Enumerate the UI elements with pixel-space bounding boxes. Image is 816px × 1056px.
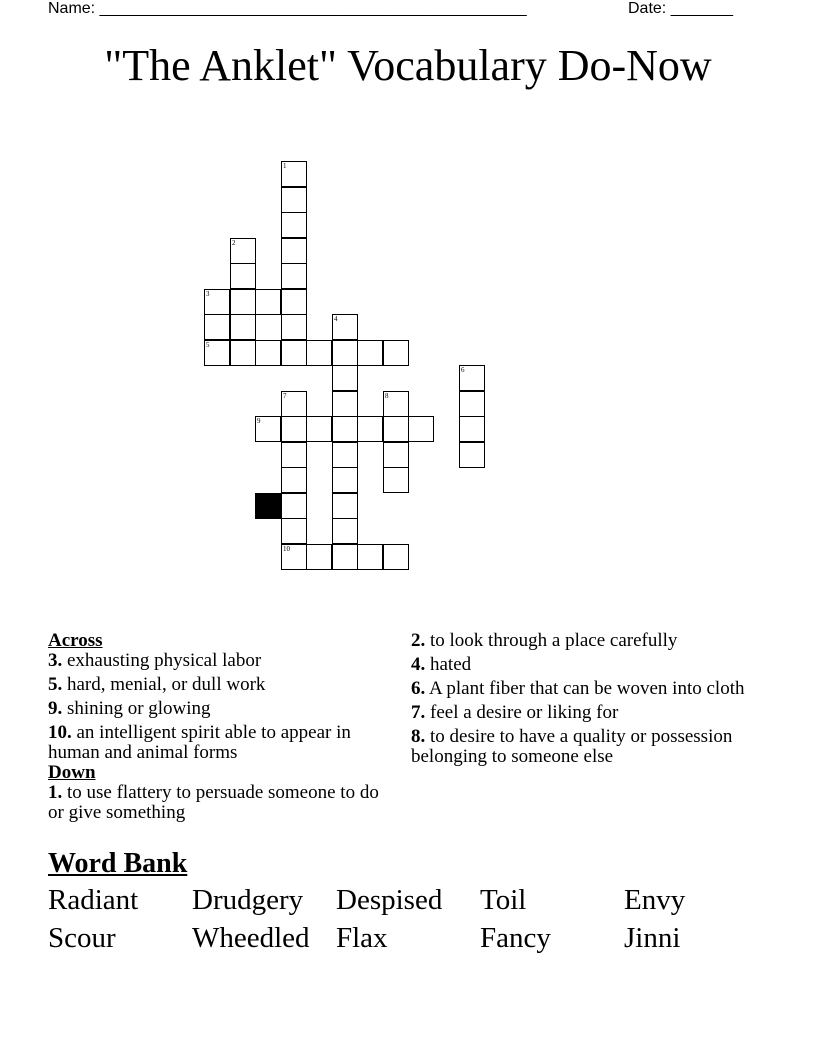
grid-cell[interactable]: [281, 314, 307, 340]
grid-cell[interactable]: [408, 416, 434, 442]
grid-cell[interactable]: [357, 340, 383, 366]
grid-cell[interactable]: [230, 289, 256, 315]
grid-cell[interactable]: [204, 314, 230, 340]
grid-cell[interactable]: [281, 161, 307, 187]
clue-down-4: 4. hated: [411, 654, 472, 675]
word-bank-item: Radiant: [48, 884, 139, 916]
clues-left-column: [48, 631, 393, 827]
grid-cell[interactable]: [459, 416, 485, 442]
grid-cell[interactable]: [306, 544, 332, 570]
grid-cell[interactable]: [230, 238, 256, 264]
grid-cell[interactable]: [459, 365, 485, 391]
grid-cell[interactable]: [281, 416, 307, 442]
clue-number: 1: [283, 162, 287, 170]
word-bank-item: Envy: [624, 884, 686, 916]
grid-cell[interactable]: [332, 544, 358, 570]
black-cell: [255, 493, 281, 519]
clue-number: 10: [283, 545, 290, 553]
grid-cell[interactable]: [383, 544, 409, 570]
grid-cell[interactable]: [332, 391, 358, 417]
grid-cell[interactable]: [281, 238, 307, 264]
word-bank-item: Scour: [48, 922, 116, 954]
grid-cell[interactable]: [204, 289, 230, 315]
word-bank-item: Drudgery: [192, 884, 304, 916]
clue-down-6: 6. A plant fiber that can be woven into cloth: [411, 678, 745, 699]
grid-cell[interactable]: [230, 263, 256, 289]
clue-number: 6: [461, 366, 465, 374]
grid-cell[interactable]: [255, 340, 281, 366]
grid-cell[interactable]: [357, 416, 383, 442]
clue-across-3: 3. exhausting physical labor: [48, 650, 262, 671]
word-bank-item: Toil: [480, 884, 527, 916]
grid-cell[interactable]: [255, 416, 281, 442]
word-bank-item: Flax: [336, 922, 388, 954]
grid-cell[interactable]: [281, 391, 307, 417]
word-bank-item: Despised: [336, 884, 443, 916]
clue-down-7: 7. feel a desire or liking for: [411, 702, 619, 723]
grid-cell[interactable]: [332, 314, 358, 340]
grid-cell[interactable]: [281, 544, 307, 570]
grid-cell[interactable]: [383, 340, 409, 366]
word-bank-item: Jinni: [624, 922, 681, 954]
grid-cell[interactable]: [281, 442, 307, 468]
down-heading: Down: [48, 762, 96, 783]
grid-cell[interactable]: [281, 187, 307, 213]
grid-cell[interactable]: [255, 289, 281, 315]
date-line: Date: _______: [628, 0, 733, 17]
clue-number: 4: [334, 315, 338, 323]
clue-across-10: 10. an intelligent spirit able to appear in human and animal forms: [48, 722, 351, 763]
grid-cell[interactable]: [332, 467, 358, 493]
word-bank-title: Word Bank: [48, 848, 188, 879]
grid-cell[interactable]: [281, 467, 307, 493]
word-bank-row: [48, 922, 768, 960]
grid-cell[interactable]: [383, 442, 409, 468]
clue-across-9: 9. shining or glowing: [48, 698, 211, 719]
clue-number: 5: [206, 341, 210, 349]
grid-cell[interactable]: [204, 340, 230, 366]
grid-cell[interactable]: [332, 493, 358, 519]
grid-cell[interactable]: [332, 416, 358, 442]
clue-number: 8: [385, 392, 389, 400]
grid-cell[interactable]: [306, 416, 332, 442]
clue-down-8: 8. to desire to have a quality or possession belonging to someone else: [411, 726, 733, 767]
word-bank: [48, 884, 768, 960]
across-heading: Across: [48, 630, 103, 651]
grid-cell[interactable]: [306, 340, 332, 366]
grid-cell[interactable]: [383, 467, 409, 493]
page-title: "The Anklet" Vocabulary Do-Now: [104, 41, 712, 90]
clue-across-5: 5. hard, menial, or dull work: [48, 674, 266, 695]
grid-cell[interactable]: [281, 340, 307, 366]
grid-cell[interactable]: [332, 340, 358, 366]
grid-cell[interactable]: [459, 442, 485, 468]
grid-cell[interactable]: [383, 416, 409, 442]
grid-cell[interactable]: [281, 493, 307, 519]
grid-cell[interactable]: [230, 314, 256, 340]
grid-cell[interactable]: [332, 518, 358, 544]
grid-cell[interactable]: [230, 340, 256, 366]
clue-number: 2: [232, 239, 236, 247]
grid-cell[interactable]: [383, 391, 409, 417]
word-bank-item: Fancy: [480, 922, 551, 954]
grid-cell[interactable]: [281, 289, 307, 315]
grid-cell[interactable]: [332, 365, 358, 391]
clue-number: 3: [206, 290, 210, 298]
grid-cell[interactable]: [281, 518, 307, 544]
clue-number: 9: [257, 417, 261, 425]
name-line: Name: ________________________________________________: [48, 0, 527, 17]
grid-cell[interactable]: [459, 391, 485, 417]
clue-number: 7: [283, 392, 287, 400]
clue-down-2: 2. to look through a place carefully: [411, 630, 678, 651]
word-bank-item: Wheedled: [192, 922, 310, 954]
clues-right-column: [411, 631, 756, 771]
word-bank-row: [48, 884, 768, 922]
grid-cell[interactable]: [357, 544, 383, 570]
grid-cell[interactable]: [281, 212, 307, 238]
grid-cell[interactable]: [332, 442, 358, 468]
clue-down-1: 1. to use flattery to persuade someone to do or give something: [48, 782, 379, 823]
grid-cell[interactable]: [281, 263, 307, 289]
